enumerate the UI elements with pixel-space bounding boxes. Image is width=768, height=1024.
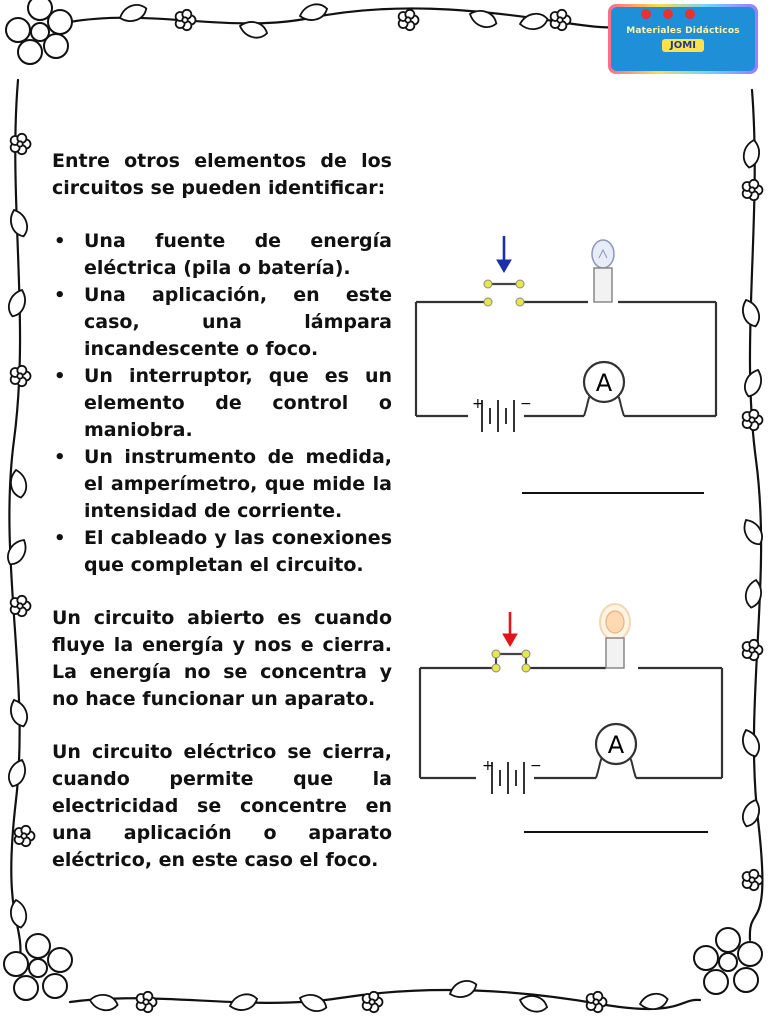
leaf-icon — [740, 516, 767, 548]
elements-list — [52, 228, 392, 579]
leaf-icon — [739, 727, 763, 758]
brand-logo — [608, 4, 758, 74]
leaf-icon — [5, 287, 29, 318]
small-flower-icon — [743, 870, 763, 890]
small-flower-icon — [15, 826, 35, 846]
switch-arrow-icon — [503, 612, 517, 646]
leaf-icon — [447, 977, 478, 1001]
battery-icon — [482, 400, 514, 432]
answer-line-closed[interactable] — [524, 831, 708, 833]
leaf-icon — [741, 367, 765, 398]
ammeter-label: A — [607, 731, 625, 759]
leaf-icon — [89, 993, 119, 1013]
small-flower-icon — [11, 366, 31, 386]
battery-minus-label: − — [530, 758, 542, 774]
bullet-icon: • — [54, 231, 66, 252]
small-flower-icon — [363, 992, 383, 1012]
leaf-icon — [4, 536, 31, 568]
leaf-icon — [9, 899, 29, 929]
answer-line-open[interactable] — [522, 492, 704, 494]
leaf-icon — [7, 207, 31, 238]
open-circuit-paragraph: Un circuito abierto es cuando fluye la energía y nos e cierra. La energía no se concentra y no hace funcionar un aparato. — [52, 607, 392, 710]
small-flower-icon — [399, 10, 419, 30]
small-flower-icon — [587, 992, 607, 1012]
ammeter-label: A — [595, 369, 613, 397]
closed-circuit-paragraph: Un circuito eléctrico se cierra, cuando permite que la electricidad se concentre en una aplicación o aparato eléctrico, en este caso el foco. — [52, 741, 392, 871]
battery-minus-label: − — [520, 396, 532, 412]
leaf-icon — [5, 757, 29, 788]
small-flower-icon — [137, 992, 157, 1012]
small-flower-icon — [176, 10, 196, 30]
apple-icon — [641, 9, 651, 19]
logo-title: Materiales Didácticos — [626, 26, 740, 36]
battery-plus-label: + — [472, 396, 484, 412]
small-flower-icon — [743, 410, 763, 430]
leaf-icon — [228, 992, 259, 1014]
open-circuit-diagram — [398, 228, 728, 448]
battery-icon — [492, 762, 524, 794]
battery-plus-label: + — [482, 758, 494, 774]
leaf-icon — [238, 19, 269, 41]
leaf-icon — [742, 139, 762, 169]
intro-paragraph: Entre otros elementos de los circuitos se pueden identificar: — [52, 150, 392, 199]
bullet-icon: • — [54, 447, 66, 468]
list-item: • Un interruptor, que es un elemento de control o maniobra. — [54, 365, 392, 441]
leaf-icon — [7, 697, 31, 728]
small-flower-icon — [11, 134, 31, 154]
corner-flower-bottom-right — [694, 928, 762, 994]
small-flower-icon — [743, 180, 763, 200]
small-flower-icon — [11, 596, 31, 616]
switch-arrow-icon — [497, 236, 511, 272]
logo-brand: JOMI — [662, 39, 704, 52]
light-bulb-on-icon — [600, 604, 630, 668]
closed-circuit-diagram — [410, 598, 740, 808]
corner-flower-top-left — [6, 0, 72, 64]
leaf-icon — [519, 12, 549, 32]
text-column — [52, 148, 392, 900]
small-flower-icon — [551, 10, 571, 30]
list-item: • Una fuente de energía eléctrica (pila o batería). — [54, 230, 392, 279]
bullet-icon: • — [54, 528, 66, 549]
list-item: • Una aplicación, en este caso, una lámpara incandescente o foco. — [54, 284, 392, 360]
apple-icon — [685, 9, 695, 19]
apple-icon — [663, 9, 673, 19]
bullet-icon: • — [54, 285, 66, 306]
light-bulb-off-icon — [592, 240, 614, 302]
leaf-icon — [739, 297, 763, 328]
corner-flower-bottom-left — [4, 934, 72, 1000]
small-flower-icon — [743, 640, 763, 660]
list-item: • Un instrumento de medida, el amperímetro, que mide la intensidad de corriente. — [54, 446, 392, 522]
leaf-icon — [297, 991, 328, 1015]
leaf-icon — [117, 1, 148, 25]
bullet-icon: • — [54, 366, 66, 387]
list-item: • El cableado y las conexiones que completan el circuito. — [54, 527, 392, 576]
